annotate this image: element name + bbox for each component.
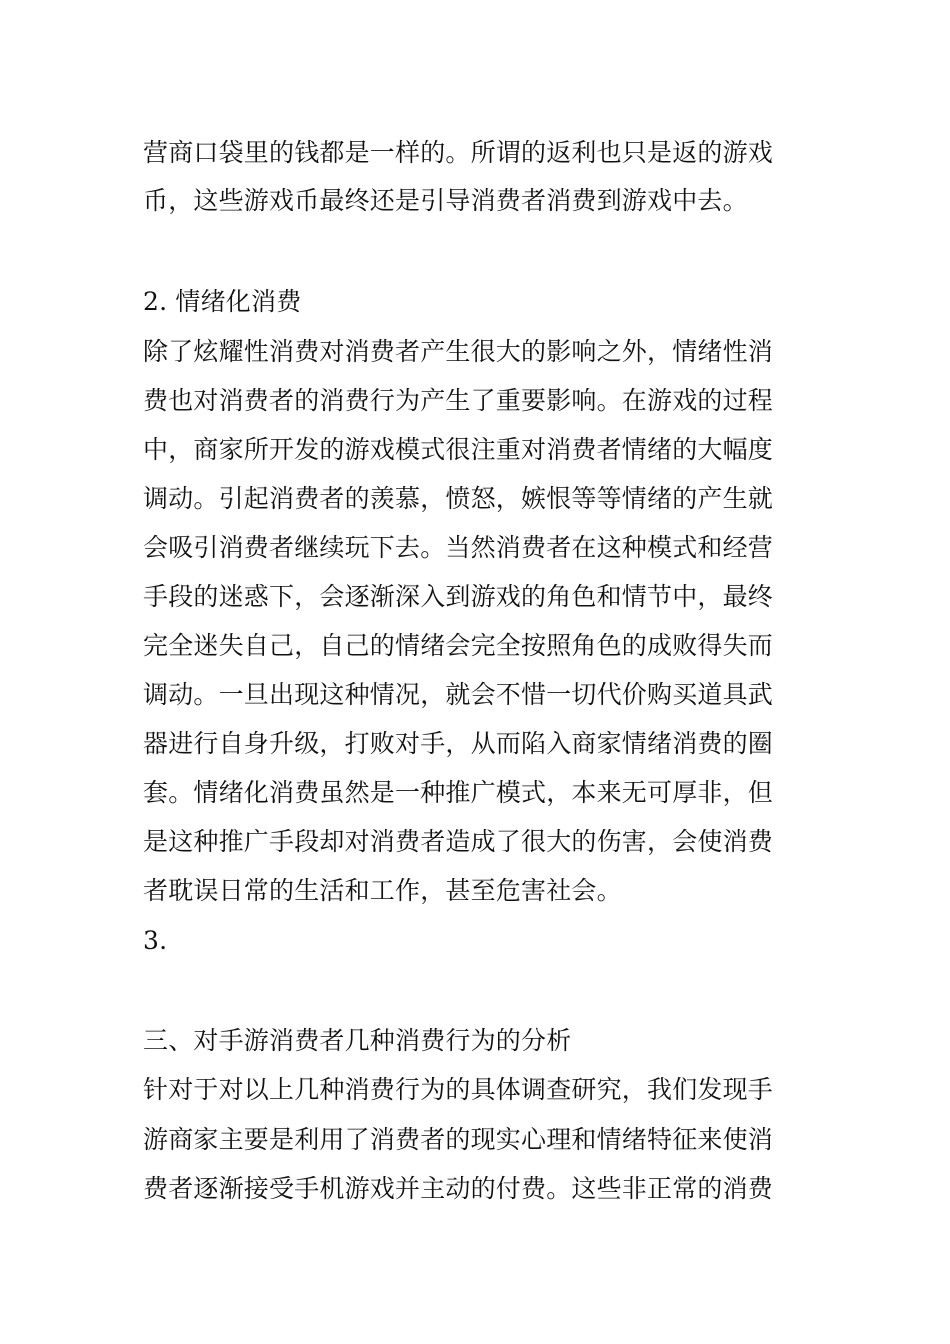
- paragraph-line: 者耽误日常的生活和工作，甚至危害社会。: [143, 876, 622, 905]
- paragraph-line: 除了炫耀性消费对消费者产生很大的影响之外，情绪性消: [143, 337, 774, 366]
- paragraph-line: 营商口袋里的钱都是一样的。所谓的返利也只是返的游戏: [143, 138, 774, 167]
- paragraph-line: 中，商家所开发的游戏模式很注重对消费者情绪的大幅度: [143, 435, 774, 464]
- paragraph-line: 会吸引消费者继续玩下去。当然消费者在这种模式和经营: [143, 533, 774, 562]
- paragraph-line: 是这种推广手段却对消费者造成了很大的伤害，会使消费: [143, 827, 774, 856]
- paragraph-line: 游商家主要是利用了消费者的现实心理和情绪特征来使消: [143, 1125, 774, 1154]
- paragraph-line: 套。情绪化消费虽然是一种推广模式，本来无可厚非，但: [143, 778, 774, 807]
- list-number: 3.: [143, 926, 168, 955]
- section-heading: 三、对手游消费者几种消费行为的分析: [143, 1026, 572, 1055]
- paragraph-line: 调动。引起消费者的羡慕，愤怒，嫉恨等等情绪的产生就: [143, 484, 774, 513]
- paragraph-line: 费也对消费者的消费行为产生了重要影响。在游戏的过程: [143, 386, 774, 415]
- section-heading: 2. 情绪化消费: [143, 287, 302, 316]
- paragraph-line: 手段的迷惑下，会逐渐深入到游戏的角色和情节中，最终: [143, 582, 774, 611]
- paragraph-line: 器进行自身升级，打败对手，从而陷入商家情绪消费的圈: [143, 729, 774, 758]
- paragraph-line: 完全迷失自己，自己的情绪会完全按照角色的成败得失而: [143, 631, 774, 660]
- paragraph-line: 调动。一旦出现这种情况，就会不惜一切代价购买道具武: [143, 680, 774, 709]
- paragraph-line: 针对于对以上几种消费行为的具体调查研究，我们发现手: [143, 1075, 774, 1104]
- paragraph-line: 费者逐渐接受手机游戏并主动的付费。这些非正常的消费: [143, 1174, 774, 1203]
- paragraph-line: 币，这些游戏币最终还是引导消费者消费到游戏中去。: [143, 186, 748, 215]
